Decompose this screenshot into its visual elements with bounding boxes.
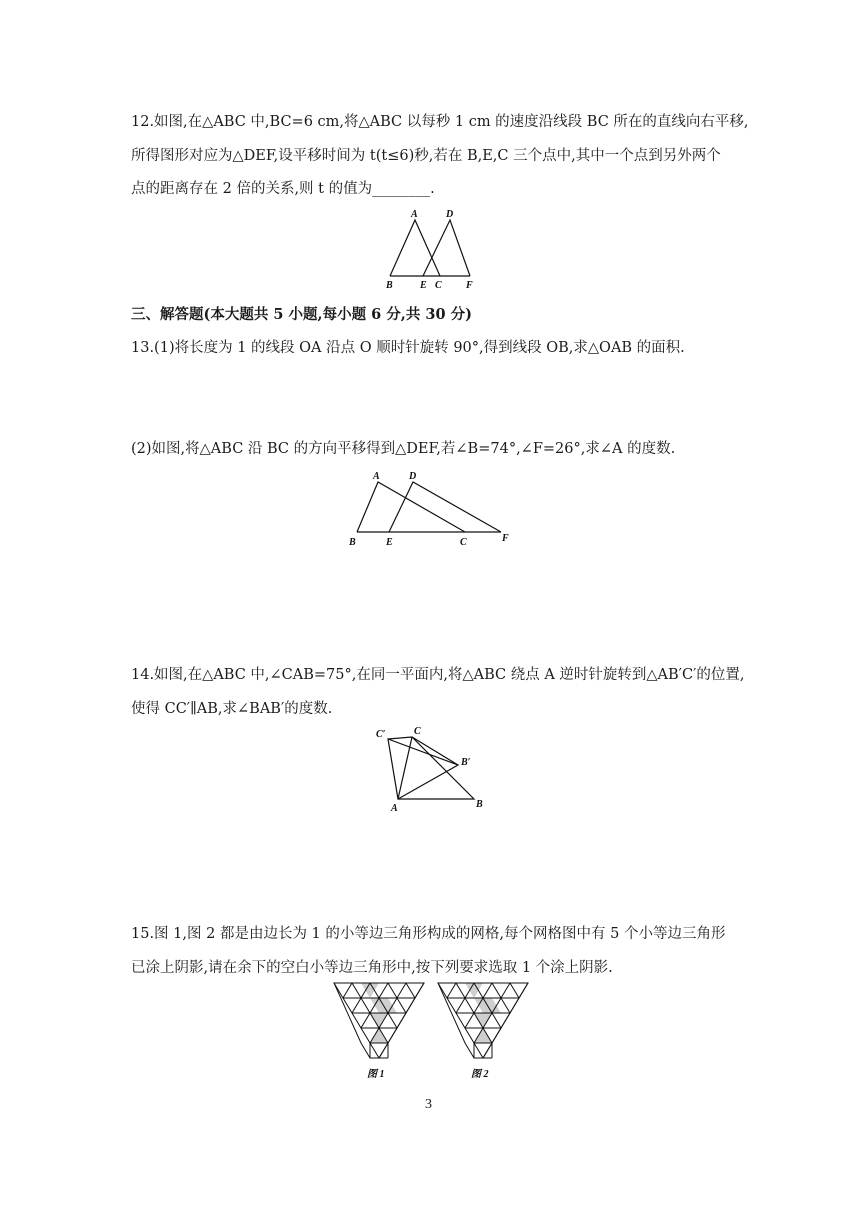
q15-line-2: 已涂上阴影,请在余下的空白小等边三角形中,按下列要求选取 1 个涂上阴影. xyxy=(131,960,613,976)
q14-figure xyxy=(372,724,492,816)
q12-label-a: A xyxy=(411,209,418,220)
q13-part-2: (2)如图,将△ABC 沿 BC 的方向平移得到△DEF,若∠B=74°,∠F=26°,求∠A 的度数. xyxy=(131,441,676,457)
q12-figure xyxy=(380,206,480,290)
q13-label-c: C xyxy=(460,537,467,548)
q12-line-3: 点的距离存在 2 倍的关系,则 t 的值为________. xyxy=(131,181,435,197)
q15-line-1: 15.图 1,图 2 都是由边长为 1 的小等边三角形构成的网格,每个网格图中有 5 个小等边三角形 xyxy=(131,926,726,942)
q13-label-b: B xyxy=(349,537,356,548)
q12-line-1: 12.如图,在△ABC 中,BC=6 cm,将△ABC 以每秒 1 cm 的速度沿线段 BC 所在的直线向右平移, xyxy=(131,114,749,130)
q14-label-b-prime: B′ xyxy=(461,757,471,768)
q15-fig2-caption: 图 2 xyxy=(471,1069,489,1080)
q12-label-f: F xyxy=(466,280,473,290)
q13-label-e: E xyxy=(386,537,393,548)
page-number: 3 xyxy=(425,1097,432,1112)
q14-label-c-prime: C′ xyxy=(376,729,386,740)
q12-label-d: D xyxy=(446,209,454,220)
q15-fig1-caption: 图 1 xyxy=(367,1069,385,1080)
q15-figure-1 xyxy=(331,980,427,1080)
q12-label-c: C xyxy=(435,280,442,290)
q12-label-e: E xyxy=(420,280,427,290)
q12-line-2: 所得图形对应为△DEF,设平移时间为 t(t≤6)秒,若在 B,E,C 三个点中,其中一个点到另外两个 xyxy=(131,148,721,164)
q13-label-d: D xyxy=(409,471,417,482)
q14-line-1: 14.如图,在△ABC 中,∠CAB=75°,在同一平面内,将△ABC 绕点 A 逆时针旋转到△AB′C′的位置, xyxy=(131,667,745,683)
q14-line-2: 使得 CC′∥AB,求∠BAB′的度数. xyxy=(131,701,333,717)
q13-label-f: F xyxy=(502,533,509,544)
section-3-heading: 三、解答题(本大题共 5 小题,每小题 6 分,共 30 分) xyxy=(131,306,472,323)
q14-label-a: A xyxy=(391,803,398,814)
q13-figure xyxy=(343,468,521,550)
q15-figure-2 xyxy=(435,980,531,1080)
q14-label-c: C xyxy=(414,726,421,737)
q13-part-1: 13.(1)将长度为 1 的线段 OA 沿点 O 顺时针旋转 90°,得到线段 OB,求△OAB 的面积. xyxy=(131,340,685,356)
q13-label-a: A xyxy=(373,471,380,482)
q14-label-b: B xyxy=(476,799,483,810)
q12-label-b: B xyxy=(386,280,393,290)
